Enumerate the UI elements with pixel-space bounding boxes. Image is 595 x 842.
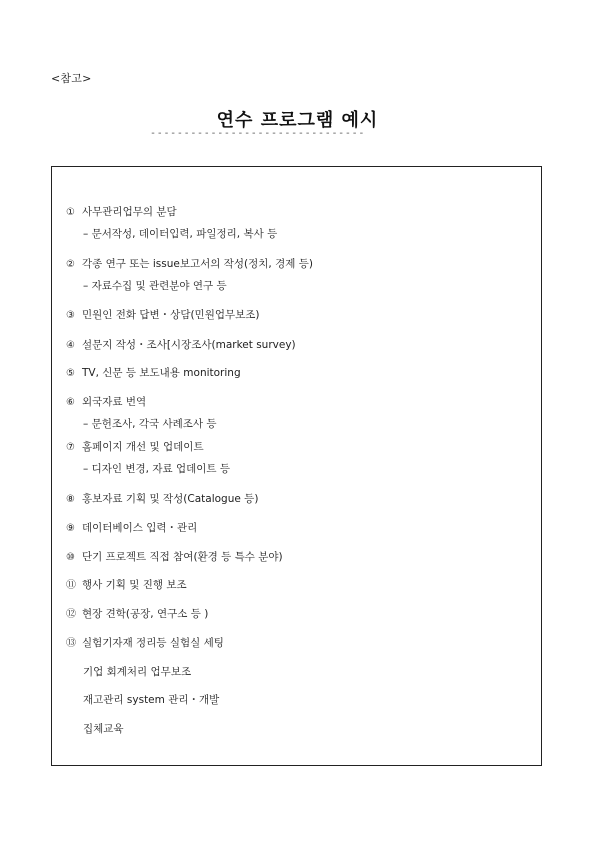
item-text: 외국자료 번역 <box>82 396 147 408</box>
list-item <box>66 366 241 381</box>
item-number: ⑪ <box>66 580 76 591</box>
item-text: 각종 연구 또는 issue보고서의 작성(정치, 경제 등) <box>82 258 313 270</box>
item-text: 단기 프로젝트 직접 참여(환경 등 특수 분야) <box>82 551 283 563</box>
list-item <box>66 550 283 565</box>
item-number: ⑥ <box>66 397 75 408</box>
list-item <box>66 257 313 272</box>
item-text: 데이터베이스 입력・관리 <box>82 522 198 534</box>
item-text: TV, 신문 등 보도내용 monitoring <box>82 367 241 379</box>
list-item <box>66 440 204 455</box>
list-item-plain: 집체교육 <box>83 723 124 735</box>
item-number: ② <box>66 259 75 270</box>
list-item <box>66 578 187 593</box>
list-item <box>66 521 197 536</box>
item-number: ⑦ <box>66 442 75 453</box>
list-item <box>66 395 146 410</box>
item-number: ① <box>66 207 75 218</box>
program-list-box <box>51 166 542 766</box>
list-item-plain: 기업 회계처리 업무보조 <box>83 666 192 678</box>
list-subitem: – 디자인 변경, 자료 업데이트 등 <box>83 463 230 475</box>
list-subitem: – 자료수집 및 관련분야 연구 등 <box>83 280 227 292</box>
item-number: ⑧ <box>66 494 75 505</box>
item-text: 행사 기획 및 진행 보조 <box>82 579 187 591</box>
list-item <box>66 636 224 651</box>
list-item <box>66 492 258 507</box>
list-item-plain: 재고관리 system 관리・개발 <box>83 694 220 706</box>
list-item <box>66 308 260 323</box>
list-item <box>66 205 177 220</box>
item-text: 실험기자재 정리등 실험실 세팅 <box>82 637 224 649</box>
item-text: 홍보자료 기획 및 작성(Catalogue 등) <box>82 493 259 505</box>
item-number: ③ <box>66 310 75 321</box>
item-number: ⑩ <box>66 552 75 563</box>
item-text: 사무관리업무의 분담 <box>82 206 177 218</box>
item-number: ⑨ <box>66 523 75 534</box>
item-text: 홈페이지 개선 및 업데이트 <box>82 441 204 453</box>
list-item <box>66 338 296 353</box>
item-number: ⑤ <box>66 368 75 379</box>
item-text: 민원인 전화 답변・상담(민원업무보조) <box>82 309 260 321</box>
item-text: 현장 견학(공장, 연구소 등 ) <box>82 608 209 620</box>
item-text: 설문지 작성・조사[시장조사(market survey) <box>82 339 296 351</box>
item-number: ⑬ <box>66 638 76 649</box>
reference-label: <참고> <box>51 72 92 85</box>
title-underline-rule: -------------------------------- <box>150 128 366 139</box>
item-number: ⑫ <box>66 609 76 620</box>
item-number: ④ <box>66 340 75 351</box>
list-subitem: – 문헌조사, 각국 사례조사 등 <box>83 418 217 430</box>
list-item <box>66 607 208 622</box>
document-title: 연수 프로그램 예시 <box>216 110 379 131</box>
list-subitem: – 문서작성, 데이터입력, 파일정리, 복사 등 <box>83 228 278 240</box>
